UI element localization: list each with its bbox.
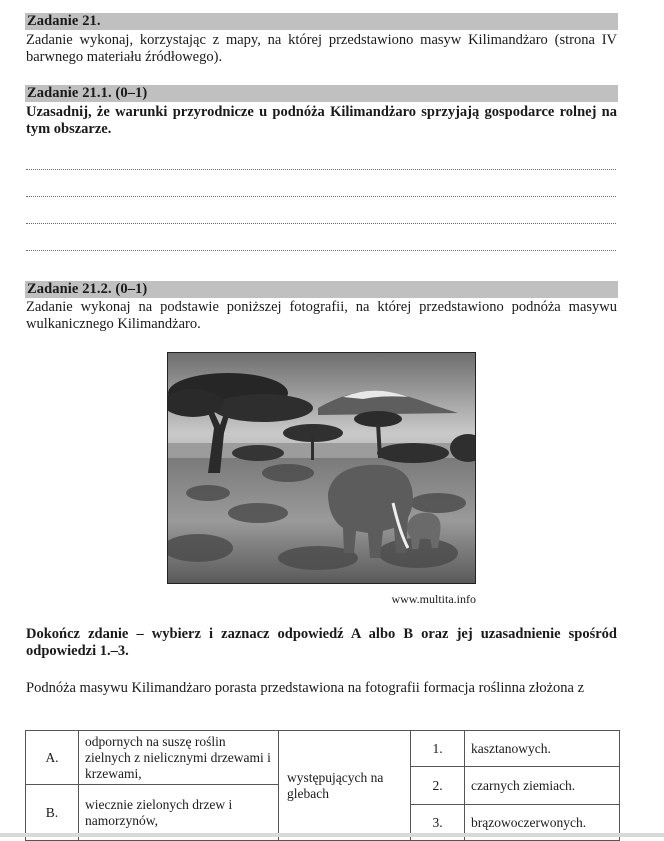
option-b-text[interactable]: wiecznie zielonych drzew i namorzynów, bbox=[79, 785, 279, 841]
option-a-letter[interactable]: A. bbox=[26, 731, 79, 785]
option-a-text[interactable]: odpornych na suszę roślin zielnych z nielicznymi drzewami i krzewami, bbox=[79, 731, 279, 785]
task-21-2-instruction: Zadanie wykonaj na podstawie poniższej fotografii, na której przedstawiono podnóża masywu wulkanicznego Kilimandżaro. bbox=[26, 299, 617, 332]
answer-line-4[interactable] bbox=[26, 250, 616, 251]
task-21-header: Zadanie 21. bbox=[25, 13, 618, 30]
photo-credit: www.multita.info bbox=[391, 592, 476, 606]
justification-2-text[interactable]: czarnych ziemiach. bbox=[465, 767, 620, 805]
task-21-2-header: Zadanie 21.2. (0–1) bbox=[25, 281, 618, 298]
answer-line-3[interactable] bbox=[26, 223, 616, 224]
task-21-2-prompt: Dokończ zdanie – wybierz i zaznacz odpowiedź A albo B oraz jej uzasadnienie spośród odpowiedzi 1.–3. bbox=[26, 626, 617, 659]
justification-3-text[interactable]: brązowoczerwonych. bbox=[465, 805, 620, 841]
answer-options-table bbox=[25, 730, 620, 841]
sentence-start: Podnóża masywu Kilimandżaro porasta przedstawiona na fotografii formacja roślinna złożona z bbox=[26, 680, 585, 696]
answer-line-1[interactable] bbox=[26, 169, 616, 170]
justification-1-number[interactable]: 1. bbox=[411, 731, 465, 767]
justification-2-number[interactable]: 2. bbox=[411, 767, 465, 805]
task-21-1-question: Uzasadnij, że warunki przyrodnicze u podnóża Kilimandżaro sprzyjają gospodarce rolnej na tym obszarze. bbox=[26, 104, 617, 137]
answer-line-2[interactable] bbox=[26, 196, 616, 197]
option-b-letter[interactable]: B. bbox=[26, 785, 79, 841]
connector-text: występujących na glebach bbox=[279, 731, 411, 841]
task-21-1-header: Zadanie 21.1. (0–1) bbox=[25, 85, 618, 102]
justification-1-text[interactable]: kasztanowych. bbox=[465, 731, 620, 767]
justification-3-number[interactable]: 3. bbox=[411, 805, 465, 841]
page-bottom-edge bbox=[0, 833, 664, 837]
task-21-instruction: Zadanie wykonaj, korzystając z mapy, na której przedstawiono masyw Kilimandżaro (strona IV barwnego materiału źródłowego). bbox=[26, 32, 617, 65]
kilimanjaro-elephants-photo bbox=[167, 352, 476, 584]
